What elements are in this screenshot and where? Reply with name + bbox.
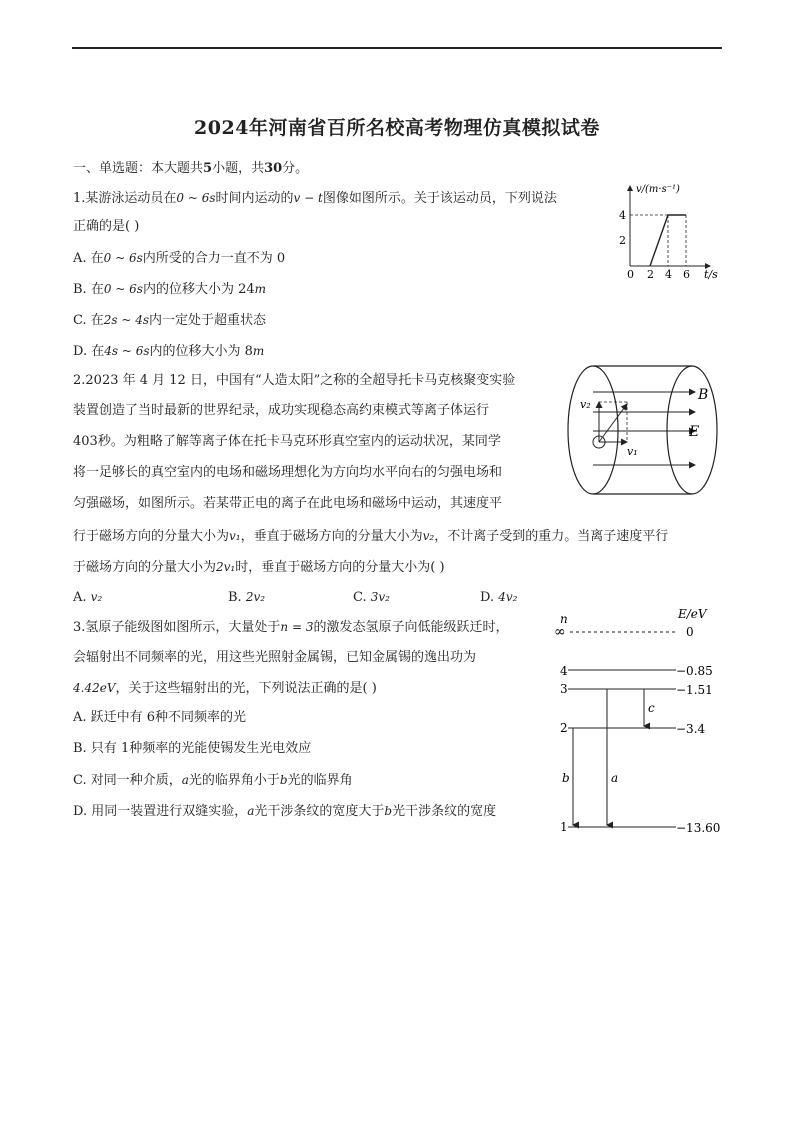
q2-v-resultant-arrow [599,404,627,442]
section-count: 5 [203,161,213,176]
q3-line1-a: 3.氢原子能级图如图所示，大量处于 [73,620,281,635]
q3-option-c-a: C. 对同一种介质， [73,773,182,788]
q1-option-d-text: 内的位移大小为 8 [149,344,253,359]
q3-level-3-e: −1.51 [676,683,713,697]
q1-option-b-math: 0 ~ 6s [103,282,143,296]
q1-vt: v − t [293,191,323,205]
q3-option-b[interactable]: B. 只有 1种频率的光能使锡发生光电效应 [73,741,312,756]
q1-graph-xtick-4: 4 [665,268,672,281]
q2-line6-b: ，垂直于磁场方向的分量大小为 [240,529,423,544]
q1-option-d-unit: m [252,344,265,358]
q1-option-b-label: B. 在 [73,282,104,297]
q3-level-1-e: −13.60 [676,821,721,835]
q3-level-inf-e: 0 [686,625,694,639]
q3-energy-level-diagram [548,602,728,838]
q1-stem-a: 1.某游泳运动员在 [73,191,177,206]
q3-level-2-n: 2 [560,721,568,735]
q3-diagram-n-label: n [560,612,568,626]
q2-field-figure [560,362,725,498]
q1-stem-line1 [73,189,557,208]
q3-option-c-b: 光的临界角小于 [188,773,280,788]
q2-option-b-label: B. [228,590,242,605]
q2-line7-b: 时，垂直于磁场方向的分量大小为( ) [235,560,445,575]
q3-option-c-c: 光的临界角 [287,773,353,788]
q2-option-b[interactable] [228,588,265,607]
q3-transition-a-label: a [611,771,619,785]
q1-option-c[interactable] [73,311,266,330]
q2-option-c-math: 3v₂ [370,590,390,604]
q1-graph-ylabel: v/(m·s⁻¹) [636,184,680,195]
q3-line1 [73,618,508,637]
q3-option-d[interactable] [73,802,496,821]
q2-label-v2: v₂ [580,398,591,411]
q2-label-B: B [698,387,709,403]
q2-line3: 403秒。为粗略了解等离子体在托卡马克环形真空室内的运动状况，某同学 [73,434,501,449]
q3-level-4-e: −0.85 [676,664,713,678]
q1-graph-xtick-0: 0 [627,268,634,281]
q3-option-c[interactable] [73,771,353,790]
q2-option-d[interactable] [480,588,517,607]
q3-level-4-n: 4 [560,664,568,678]
q3-line2: 会辐射出不同频率的光，用这些光照射金属锡，已知金属锡的逸出功为 [73,650,477,665]
q3-line3-work-function: 4.42eV [73,681,116,695]
q3-line3 [73,679,377,698]
q3-option-c-light-b: b [279,773,288,787]
q3-option-d-light-b: b [384,804,393,818]
q2-line7-2v1: 2v₁ [216,560,236,574]
q3-option-a[interactable]: A. 跃迁中有 6种不同频率的光 [73,710,247,725]
q3-option-d-c: 光干涉条纹的宽度 [392,804,497,819]
q1-option-b[interactable] [73,280,266,299]
q1-graph-xlabel: t/s [704,268,718,281]
q3-diagram-e-label: E/eV [678,607,707,621]
q2-line6-c: ，不计离子受到的重力。当离子速度平行 [434,529,669,544]
q2-line6 [73,527,668,546]
q3-level-inf-n: ∞ [554,624,566,640]
q1-option-c-text: 内一定处于超重状态 [149,313,267,328]
q1-option-a-text: 内所受的合力一直不为 0 [142,251,286,266]
q2-label-v1: v₁ [627,445,638,458]
q3-level-3-n: 3 [560,682,568,696]
q1-stem-c: 图像如图所示。关于该运动员，下列说法 [322,191,557,206]
q1-graph-xtick-6: 6 [683,268,690,281]
q1-graph-xtick-2: 2 [647,268,654,281]
q1-option-c-label: C. 在 [73,313,104,328]
q1-option-d-math: 4s ~ 6s [104,344,150,358]
q3-level-2-e: −3.4 [676,722,706,736]
section-heading [73,160,308,178]
q2-option-a[interactable] [73,588,102,607]
q3-line3-b: ，关于这些辐射出的光，下列说法正确的是( ) [115,681,377,696]
q1-option-a-math: 0 ~ 6s [103,251,143,265]
q1-stem-line2: 正确的是( ) [73,219,140,234]
q2-line2: 装置创造了当时最新的世界纪录，成功实现稳态高约束模式等离子体运行 [73,403,490,418]
q2-option-b-math: 2v₂ [245,590,266,604]
q1-option-d[interactable] [73,342,264,361]
q1-range: 0 ~ 6s [176,191,216,205]
q2-line6-a: 行于磁场方向的分量大小为 [73,529,230,544]
q2-line1: 2.2023 年 4 月 12 日，中国有“人造太阳”之称的全超导托卡马克核聚变实验 [73,373,516,388]
q2-option-d-label: D. [480,590,495,605]
section-mid: 小题，共 [212,161,265,176]
q2-line6-v2: v₂ [422,529,435,543]
q2-line5: 匀强磁场，如图所示。若某带正电的离子在此电场和磁场中运动，其速度平 [73,496,503,511]
q1-vt-graph [612,180,727,284]
q2-line4: 将一足够长的真空室内的电场和磁场理想化为方向均水平向右的匀强电场和 [73,465,503,480]
section-prefix: 一、单选题：本大题共 [73,161,204,176]
q3-line1-n3: n = 3 [280,620,314,634]
q1-option-a[interactable] [73,249,285,268]
section-suffix: 分。 [282,161,309,176]
q2-option-d-math: 4v₂ [498,590,518,604]
q3-transition-c-label: c [648,701,655,715]
header-rule [72,47,722,49]
q1-stem-b: 时间内运动的 [215,191,294,206]
q3-option-d-b: 光干涉条纹的宽度大于 [254,804,385,819]
q2-option-c-label: C. [353,590,367,605]
q2-option-a-math: v₂ [90,590,103,604]
q3-option-d-a: D. 用同一装置进行双缝实验， [73,804,248,819]
q1-graph-ytick-2: 2 [619,234,626,247]
q1-graph-ytick-4: 4 [619,209,626,222]
q3-transition-b-label: b [562,771,570,785]
q3-line1-b: 的激发态氢原子向低能级跃迁时， [313,620,509,635]
q2-option-c[interactable] [353,588,390,607]
q1-option-b-text: 内的位移大小为 24 [142,282,255,297]
page-title: 2024年河南省百所名校高考物理仿真模拟试卷 [194,117,600,139]
section-score: 30 [264,161,283,176]
q2-cylinder-left-end [568,366,618,494]
q3-option-c-light-a: a [181,773,189,787]
q3-level-1-n: 1 [560,820,568,834]
q2-option-a-label: A. [73,590,87,605]
q3-option-d-light-a: a [247,804,255,818]
q1-option-b-unit: m [254,282,267,296]
q2-label-E: E [689,424,700,440]
q2-line7-a: 于磁场方向的分量大小为 [73,560,217,575]
q1-option-d-label: D. 在 [73,344,105,359]
q2-line7 [73,558,445,577]
q1-option-a-label: A. 在 [73,251,104,266]
q2-line6-v1: v₁ [229,529,241,543]
q1-option-c-math: 2s ~ 4s [103,313,150,327]
